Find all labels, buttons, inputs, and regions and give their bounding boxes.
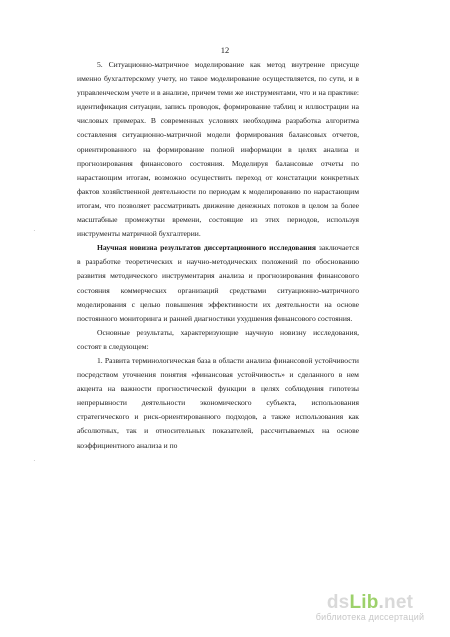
watermark-logo: dsLib.net bbox=[326, 592, 414, 613]
paragraph-result-one: 1. Развита терминологическая база в области анализа финансовой устойчивости посредством уточнения понятия «финансовая устойчивость» и сделанного в нем акцента на важности прогностической функции в целях соблюдения гипотезы непрерывности деятельности экономического субъекта, использования стратегического и риск-ориентированного подходов, а также использования как абсолютных, так и относительных показателей, рассчитываемых на основе коэффициентного анализа и по bbox=[77, 355, 359, 450]
paragraph-scientific-novelty bbox=[77, 241, 359, 326]
watermark-subtitle: библиотека диссертаций bbox=[315, 612, 425, 622]
paragraph-situational-matrix-modeling: 5. Ситуационно-матричное моделирование как метод внутренне присуще именно бухгалтерскому учету, но такое моделирование осуществляется, по сути, и в управленческом учете и в анализе, причем теми же инструментами, что и на практике: идентификация ситуации, запись проводок, формирование таблиц и иллюстрации на числовых примерах. В современных условиях необходима разработка алгоритма составления ситуационно-матричной модели формирования балансовых отчетов, ориентированного на формирование полной информации в целях анализа и прогнозирования финансового состояния. Моделируя балансовые отчеты по нарастающим итогам, возможно осуществить переход от констатации конкретных фактов хозяйственной деятельности по периодам к моделированию по нарастающим итогам, что позволяет рассматривать движение денежных потоков в целом за более масштабные промежутки времени, состоящие из этих периодов, используя инструменты матричной бухгалтерии. bbox=[77, 60, 359, 239]
scientific-novelty-heading: Научная новизна результатов диссертационного исследования bbox=[97, 243, 317, 253]
paragraph-main-results: Основные результаты, характеризующие научную новизну исследования, состоят в следующем: bbox=[77, 327, 359, 351]
document-body bbox=[77, 58, 359, 453]
margin-dot: · bbox=[33, 456, 36, 465]
watermark bbox=[310, 592, 430, 623]
margin-dot: · bbox=[33, 226, 36, 235]
scientific-novelty-text: заключается в разработке теоретических и научно-методических положений по обоснованию развития методического инструментария анализа и прогнозирования финансового состояния коммерческих организаций средствами ситуационно-матричного моделирования с целью повышения эффективности их деятельности на основе постоянного мониторинга и ранней диагностики ухудшения финансового состояния. bbox=[77, 243, 359, 323]
page-number: 12 bbox=[220, 45, 230, 55]
